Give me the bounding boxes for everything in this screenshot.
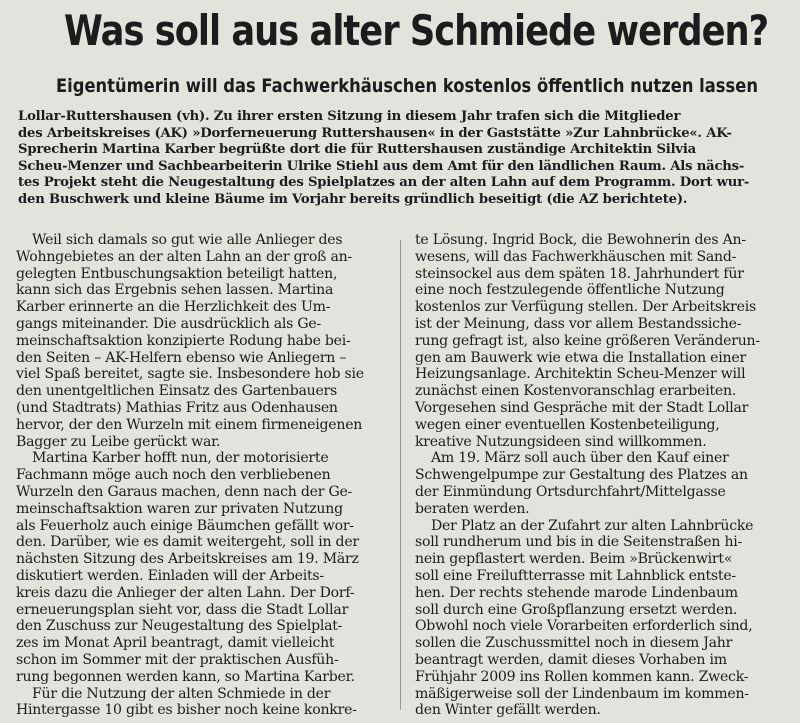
column-divider [400, 240, 401, 710]
body-line: beraten werden. [415, 500, 530, 517]
body-line: der Einmündung Ortsdurchfahrt/Mittelgasse [415, 483, 726, 500]
body-line: den unentgeltlichen Einsatz des Gartenbauers [16, 383, 338, 400]
article-subheadline: Eigentümerin will das Fachwerkhäuschen kostenlos öffentlich nutzen lassen [56, 75, 758, 97]
body-line: beantragt werden, damit dieses Vorhaben im [415, 651, 727, 668]
lead-line: tes Projekt steht die Neugestaltung des Spielplatzes an der alten Lahn auf dem Programm. Dort wur- [18, 175, 750, 191]
body-line: den Winter gefällt werden. [415, 702, 601, 719]
body-line: erneuerungsplan sieht vor, dass die Stadt Lollar [16, 601, 349, 618]
body-line: te Lösung. Ingrid Bock, die Bewohnerin des An- [415, 232, 746, 248]
body-line: diskutiert werden. Einladen will der Arbeits- [16, 567, 324, 584]
body-line: wegen einer eventuellen Kostenbeteiligung, [415, 416, 720, 433]
body-line: Der Platz an der Zufahrt zur alten Lahnbrücke [431, 517, 754, 534]
body-line: den Zuschuss zur Neugestaltung des Spielplat- [16, 618, 343, 635]
body-line: meinschaftsaktion konzipierte Rodung habe bei- [16, 332, 351, 349]
body-line: zes im Monat April beantragt, damit vielleicht [16, 635, 335, 652]
body-line: Für die Nutzung der alten Schmiede in der [32, 685, 331, 702]
body-line: den. Darüber, wie es damit weitergeht, soll in der [16, 534, 359, 551]
lead-line: Lollar-Ruttershausen (vh). Zu ihrer ersten Sitzung in diesem Jahr trafen sich die Mitglieder [18, 109, 681, 124]
body-line: hen. Der rechts stehende marode Lindenbaum [415, 584, 738, 601]
lead-line: Scheu-Menzer und Sachbearbeiterin Ulrike Stiehl aus dem Amt für den ländlichen Raum. Als nächs- [18, 158, 745, 174]
body-line: Fachmann möge auch noch den verbliebenen [16, 467, 331, 484]
article-column-right [415, 232, 793, 719]
body-line: kostenlos zur Verfügung stellen. Der Arbeitskreis [415, 299, 756, 316]
body-line: gangs miteinander. Die ausdrücklich als Ge- [16, 315, 321, 332]
body-line: schon im Sommer mit der praktischen Ausfüh- [16, 651, 339, 668]
body-line: ist der Meinung, dass vor allem Bestandssiche- [415, 315, 742, 332]
body-line: rung begonnen werden kann, so Martina Karber. [16, 668, 355, 685]
body-line: steinsockel aus dem späten 18. Jahrhundert für [415, 265, 744, 282]
article-headline: Was soll aus alter Schmiede werden? [64, 6, 769, 55]
body-line: zunächst einen Kostenvoranschlag erarbeiten. [415, 383, 737, 400]
body-line: Wohngebietes an der alten Lahn an der groß an- [16, 248, 352, 265]
body-line: Martina Karber hofft nun, der motorisierte [32, 450, 329, 467]
body-line: hervor, der den Wurzeln mit einem firmeneigenen [16, 416, 363, 433]
body-line: kreis dazu die Anlieger der alten Lahn. Der Dorf- [16, 584, 355, 601]
body-line: Karber erinnerte an die Herzlichkeit des Um- [16, 299, 331, 316]
body-line: viel Spaß bereitet, sagte sie. Insbesondere hob sie [16, 366, 364, 383]
body-line: Bagger zu Leibe gerückt war. [16, 433, 221, 450]
body-line: kreative Nutzungsideen sind willkommen. [415, 433, 707, 450]
body-line: Wurzeln den Garaus machen, denn nach der Ge- [16, 483, 353, 500]
body-line: Vorgesehen sind Gespräche mit der Stadt Lollar [415, 399, 749, 416]
article-lead [18, 109, 778, 209]
lead-line: Sprecherin Martina Karber begrüßte dort die für Ruttershausen zuständige Architektin Silvia [18, 142, 697, 158]
body-line: gen am Bauwerk wie etwa die Installation einer [415, 349, 746, 366]
article-column-left [16, 232, 390, 719]
body-line: nächsten Sitzung des Arbeitskreises am 19. März [16, 551, 359, 568]
body-line: Am 19. März soll auch über den Kauf einer [431, 450, 729, 467]
body-line: soll eine Freiluftterrasse mit Lahnblick entste- [415, 567, 736, 584]
body-line: soll rundherum und bis in die Seitenstraßen hi- [415, 534, 743, 551]
body-line: wesens, will das Fachwerkhäuschen mit Sand- [415, 248, 737, 265]
body-line: (und Stadtrats) Mathias Fritz aus Odenhausen [16, 399, 338, 416]
body-line: Hintergasse 10 gibt es bisher noch keine konkre- [16, 702, 357, 719]
body-line: Weil sich damals so gut wie alle Anlieger des [32, 232, 343, 248]
body-line: den Seiten – AK-Helfern ebenso wie Anliegern – [16, 349, 347, 366]
body-line: rung gefragt ist, also keine größeren Veränderun- [415, 332, 760, 349]
body-line: Frühjahr 2009 ins Rollen kommen kann. Zweck- [415, 668, 749, 685]
body-line: mäßigerweise soll der Lindenbaum im kommen- [415, 685, 749, 702]
lead-line: den Buschwerk und kleine Bäume im Vorjahr bereits gründlich beseitigt (die AZ berichtete). [18, 191, 688, 207]
lead-line: des Arbeitskreises (AK) »Dorferneuerung Ruttershausen« in der Gaststätte »Zur Lahnbrücke«. AK- [18, 125, 732, 141]
body-line: sollen die Zuschussmittel noch in diesem Jahr [415, 635, 733, 652]
body-line: soll durch eine Großpflanzung ersetzt werden. [415, 601, 738, 618]
body-line: Heizungsanlage. Architektin Scheu-Menzer will [415, 366, 746, 383]
body-line: meinschaftsaktion waren zur privaten Nutzung [16, 500, 343, 517]
body-line: nein gepflastert werden. Beim »Brückenwirt« [415, 551, 733, 568]
body-line: als Feuerholz auch einige Bäumchen gefällt wor- [16, 517, 354, 534]
body-line: Schwengelpumpe zur Gestaltung des Platzes an [415, 467, 748, 484]
body-line: gelegten Entbuschungsaktion beteiligt hatten, [16, 265, 338, 282]
body-line: eine noch festzulegende öffentliche Nutzung [415, 282, 725, 299]
body-line: kann sich das Ergebnis sehen lassen. Martina [16, 282, 334, 299]
body-line: Obwohl noch viele Vorarbeiten erforderlich sind, [415, 618, 753, 635]
